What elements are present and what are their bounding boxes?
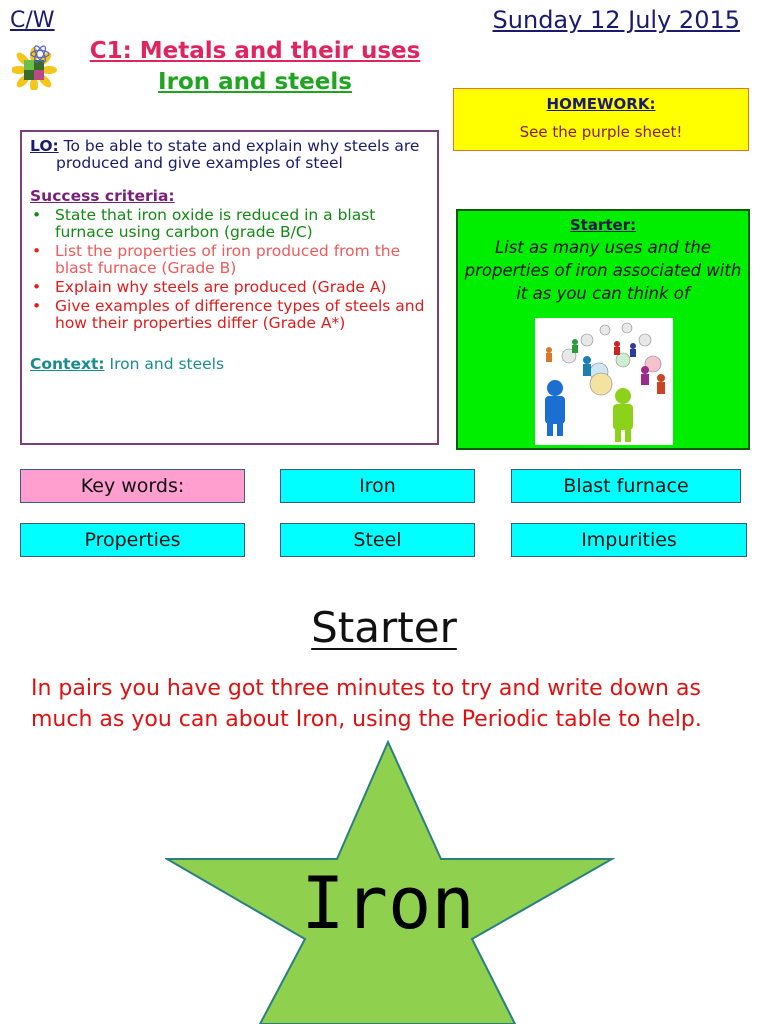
star-shape [165, 740, 615, 1024]
star-word: Iron [301, 861, 475, 945]
thinking-people-image [535, 318, 673, 445]
keywords-label: Key words: [20, 469, 245, 503]
starter-task-text: List as many uses and the properties of iron associated with it as you can think of [464, 238, 742, 303]
keyword-card: Impurities [511, 523, 747, 557]
criterion-item: • Explain why steels are produced (Grade A) [30, 279, 429, 296]
context-text: Iron and steels [109, 355, 225, 373]
lo-text: To be able to state and explain why steels are produced and give examples of steel [56, 137, 420, 172]
context-line [30, 356, 429, 373]
keyword-card: Blast furnace [511, 469, 741, 503]
lesson-date: Sunday 12 July 2015 [492, 6, 740, 34]
homework-label: HOMEWORK: [546, 95, 656, 113]
context-label: Context: [30, 355, 105, 373]
starter-heading-wrap [0, 603, 768, 652]
lo-statement [30, 138, 429, 172]
lo-label: LO: [30, 137, 59, 155]
criterion-item: • List the properties of iron produced from the blast furnace (Grade B) [30, 243, 429, 277]
starter-instructions: In pairs you have got three minutes to try and write down as much as you can about Iron, using the Periodic table to help. [31, 676, 702, 732]
starter-task-label: Starter: [569, 216, 637, 234]
criterion-item: • Give examples of difference types of steels and how their properties differ (Grade A*) [30, 298, 429, 332]
learning-objectives-box [20, 130, 439, 445]
lesson-title: C1: Metals and their uses [89, 38, 421, 64]
keyword-card: Iron [280, 469, 475, 503]
lesson-subtitle: Iron and steels [158, 69, 352, 95]
starter-heading: Starter [311, 603, 457, 652]
school-logo-icon [12, 44, 60, 90]
success-criteria-label: Success criteria: [30, 187, 175, 205]
homework-text: See the purple sheet! [519, 123, 683, 141]
homework-box [453, 88, 749, 151]
success-criteria-list [30, 207, 429, 332]
keyword-card: Steel [280, 523, 475, 557]
starter-task-box [456, 209, 750, 450]
criterion-item: • State that iron oxide is reduced in a blast furnace using carbon (grade B/C) [30, 207, 429, 241]
keyword-card: Properties [20, 523, 245, 557]
cw-label: C/W [10, 8, 55, 33]
thinking-people-icon [535, 318, 673, 445]
